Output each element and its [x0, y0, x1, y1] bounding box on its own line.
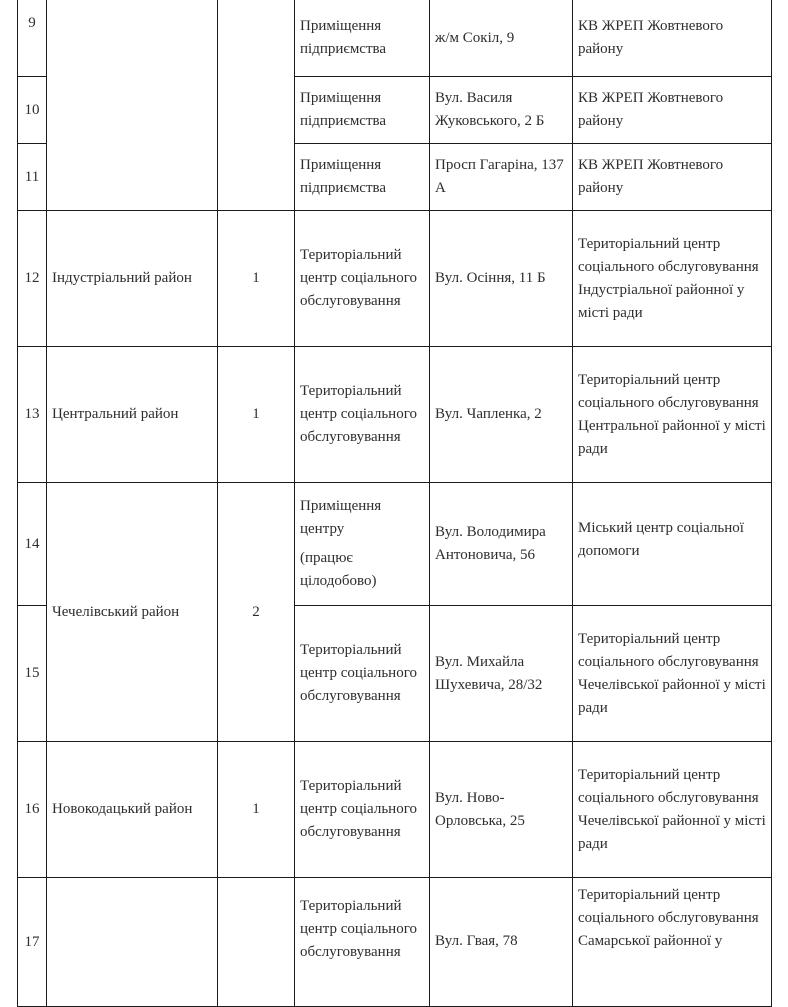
district-cell: [46, 877, 218, 1007]
organization-text: Міський центр соціальної допомоги: [578, 520, 744, 559]
row-number: 15: [24, 665, 40, 681]
count-cell: [217, 210, 295, 347]
premise-text: Територіальний центр соціального обслуговування: [300, 898, 417, 960]
organization-text: КВ ЖРЕП Жовтневого району: [578, 157, 724, 196]
district-name: Новокодацький район: [52, 801, 193, 817]
row-number-cell: [17, 346, 47, 483]
premise-cell: [294, 143, 430, 211]
address-text: Вул. Ново-Орловська, 25: [435, 789, 525, 829]
address-cell: [429, 143, 573, 211]
row-number-cell: [17, 482, 47, 606]
address-text: Просп Гагаріна, 137 А: [435, 157, 564, 196]
premise-cell: [294, 482, 430, 606]
address-cell: [429, 877, 573, 1007]
address-text: Вул. Осіння, 11 Б: [435, 270, 546, 286]
organization-cell: [572, 76, 772, 144]
address-text: ж/м Сокіл, 9: [435, 29, 515, 46]
count-cell: [217, 346, 295, 483]
count-cell: [217, 0, 295, 211]
row-number: 16: [24, 801, 40, 817]
row-number: 13: [24, 406, 40, 422]
row-number-cell: [17, 76, 47, 144]
row-number: 17: [24, 933, 40, 950]
premise-block: [300, 495, 425, 593]
organization-cell: [572, 605, 772, 742]
organization-cell: [572, 143, 772, 211]
premise-cell: [294, 877, 430, 1007]
count-cell: [217, 877, 295, 1007]
premise-text: Територіальний центр соціального обслуговування: [300, 247, 417, 309]
address-text: Вул. Михайла Шухевича, 28/32: [435, 653, 543, 693]
district-name: Чечелівський район: [52, 603, 180, 620]
row-number-cell: [17, 741, 47, 878]
organization-text: Територіальний центр соціального обслуговування Центральної районної у місті ради: [578, 371, 766, 457]
count-value: 1: [252, 801, 260, 817]
premise-text: Приміщення центру: [300, 498, 382, 537]
count-value: 2: [252, 603, 260, 620]
address-cell: [429, 741, 573, 878]
address-cell: [429, 210, 573, 347]
organization-text: Територіальний центр соціального обслуговування Самарської районної у: [578, 887, 759, 949]
count-cell: [217, 741, 295, 878]
row-number-cell: [17, 0, 47, 77]
row-number: 14: [24, 535, 40, 552]
address-cell: [429, 482, 573, 606]
row-number: 10: [24, 101, 40, 118]
row-number-cell: [17, 605, 47, 742]
address-text: Вул. Володимира Антоновича, 56: [435, 524, 546, 563]
address-text: Вул. Василя Жуковського, 2 Б: [435, 90, 545, 129]
premise-text: Територіальний центр соціального обслуговування: [300, 642, 417, 704]
premise-text: Приміщення підприємства: [300, 18, 387, 57]
organization-text: Територіальний центр соціального обслуговування Індустріальної районної у місті ради: [578, 235, 759, 321]
organization-cell: [572, 877, 772, 1007]
premise-cell: [294, 0, 430, 77]
organization-cell: [572, 346, 772, 483]
address-cell: [429, 0, 573, 77]
address-cell: [429, 605, 573, 742]
row-number-cell: [17, 210, 47, 347]
row-number-cell: [17, 877, 47, 1007]
organization-cell: [572, 741, 772, 878]
count-value: 1: [252, 406, 260, 422]
district-name: Індустріальний район: [52, 270, 192, 286]
district-cell: [46, 741, 218, 878]
district-cell: [46, 0, 218, 211]
address-text: Вул. Гвая, 78: [435, 933, 518, 949]
row-number: 12: [24, 270, 40, 286]
district-name: Центральний район: [52, 406, 179, 422]
organization-text: КВ ЖРЕП Жовтневого району: [578, 18, 724, 57]
premise-note: (працює цілодобово): [300, 550, 377, 589]
organization-cell: [572, 0, 772, 77]
address-cell: [429, 76, 573, 144]
row-number-cell: [17, 143, 47, 211]
page-margin: [772, 0, 788, 980]
premise-cell: [294, 741, 430, 878]
premise-cell: [294, 605, 430, 742]
premise-cell: [294, 210, 430, 347]
row-number: 11: [24, 168, 40, 185]
premise-text: Територіальний центр соціального обслуговування: [300, 778, 417, 840]
organization-cell: [572, 210, 772, 347]
district-cell: [46, 346, 218, 483]
address-text: Вул. Чапленка, 2: [435, 406, 542, 422]
premise-cell: [294, 346, 430, 483]
premise-text: Територіальний центр соціального обслуговування: [300, 383, 417, 445]
organization-cell: [572, 482, 772, 606]
organization-text: Територіальний центр соціального обслуговування Чечелівської районної у місті ради: [578, 630, 766, 716]
premise-text: Приміщення підприємства: [300, 90, 387, 129]
organization-text: Територіальний центр соціального обслуговування Чечелівської районної у місті ради: [578, 766, 766, 852]
address-cell: [429, 346, 573, 483]
organization-text: КВ ЖРЕП Жовтневого району: [578, 90, 724, 129]
district-cell: [46, 210, 218, 347]
count-value: 1: [252, 270, 260, 286]
premise-text: Приміщення підприємства: [300, 157, 387, 196]
premise-cell: [294, 76, 430, 144]
row-number: 9: [28, 15, 36, 31]
count-cell: [217, 482, 295, 742]
district-cell: [46, 482, 218, 742]
